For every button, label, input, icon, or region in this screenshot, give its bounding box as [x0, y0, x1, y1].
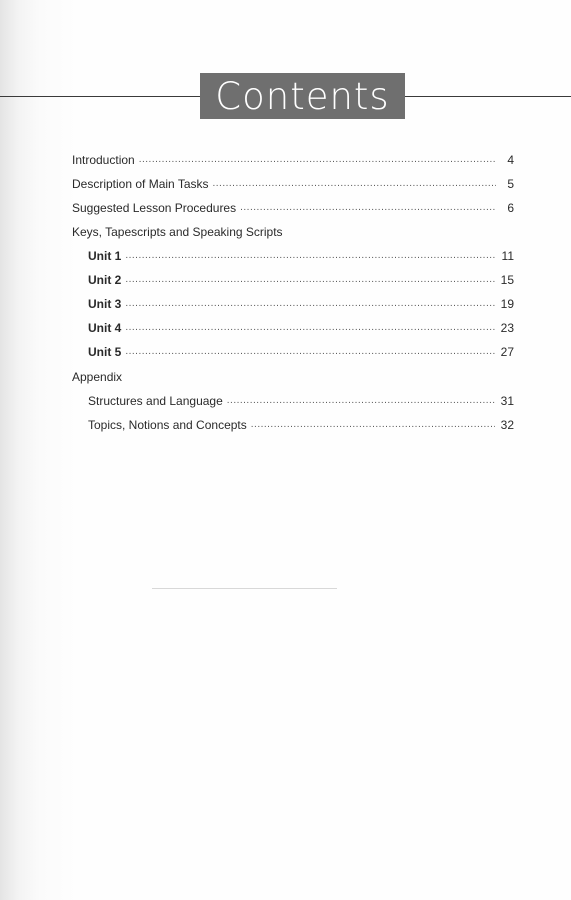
toc-leader-dots: [139, 153, 496, 167]
toc-leader-dots: [125, 345, 494, 359]
toc-entry-label: Topics, Notions and Concepts: [88, 418, 247, 432]
toc-page-number: 32: [500, 418, 514, 432]
toc-entry-label: Suggested Lesson Procedures: [72, 201, 237, 215]
header-rule-left: [0, 96, 200, 97]
toc-page-number: 23: [500, 321, 514, 335]
toc-page-number: 4: [507, 153, 514, 167]
toc-entry-unit-5[interactable]: [88, 345, 514, 359]
toc-page-number: 27: [500, 345, 514, 359]
toc-entry-label: Unit 4: [88, 321, 122, 335]
toc-leader-dots: [213, 177, 497, 191]
toc-entry-label: Introduction: [72, 153, 135, 167]
toc-page-number: 5: [507, 177, 514, 191]
toc-entry-label: Structures and Language: [88, 394, 223, 408]
toc-entry-label: Unit 2: [88, 273, 122, 287]
toc-page-number: 31: [500, 394, 514, 408]
toc-page-number: 15: [500, 273, 514, 287]
toc-entry-label: Description of Main Tasks: [72, 177, 209, 191]
toc-entry-label: Unit 1: [88, 249, 122, 263]
toc-page-number: 11: [501, 249, 514, 263]
toc-entry-unit-1[interactable]: [88, 249, 514, 263]
toc-heading-keys: Keys, Tapescripts and Speaking Scripts: [72, 225, 283, 239]
toc-page-number: 19: [500, 297, 514, 311]
toc-entry-unit-2[interactable]: [88, 273, 514, 287]
toc-page-number: 6: [507, 201, 514, 215]
toc-entry-topics[interactable]: [88, 418, 514, 432]
toc-leader-dots: [227, 394, 495, 408]
toc-leader-dots: [251, 418, 495, 432]
toc-entry-main-tasks[interactable]: [72, 177, 514, 191]
toc-entry-label: Unit 5: [88, 345, 122, 359]
toc-entry-unit-4[interactable]: [88, 321, 514, 335]
paper-smudge: [152, 588, 337, 589]
toc-entry-label: Unit 3: [88, 297, 122, 311]
toc-entry-structures[interactable]: [88, 394, 514, 408]
toc-leader-dots: [125, 273, 494, 287]
toc-leader-dots: [125, 321, 494, 335]
page-title: Contents: [215, 74, 390, 118]
toc-leader-dots: [125, 297, 494, 311]
toc-leader-dots: [240, 201, 496, 215]
title-banner: [200, 73, 405, 119]
toc-entry-lesson-procedures[interactable]: [72, 201, 514, 215]
toc-entry-unit-3[interactable]: [88, 297, 514, 311]
toc-leader-dots: [125, 249, 495, 263]
header-rule-right: [405, 96, 571, 97]
toc-entry-introduction[interactable]: [72, 153, 514, 167]
toc-heading-appendix: Appendix: [72, 370, 123, 384]
